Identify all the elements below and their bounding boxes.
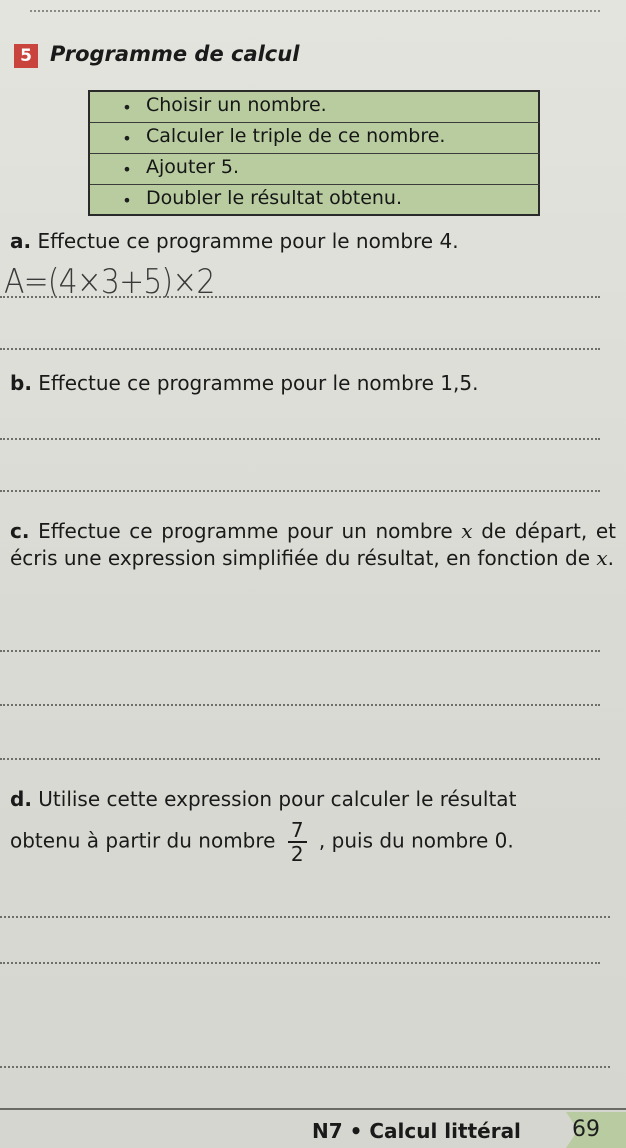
program-step: [90, 123, 540, 154]
answer-line: [0, 704, 600, 706]
exercise-title: Programme de calcul: [50, 42, 300, 66]
handwritten-answer: A=(4×3+5)×2: [4, 262, 215, 302]
program-step: [90, 154, 540, 185]
answer-line: [0, 916, 610, 918]
question-text: .: [607, 546, 615, 570]
question-text: Effectue ce programme pour le nombre 1,5.: [38, 371, 479, 395]
page-number: 69: [572, 1117, 600, 1142]
exercise-header: [14, 40, 614, 76]
question-text: Utilise cette expression pour calculer le résultat: [38, 787, 517, 811]
variable-x: x: [461, 519, 473, 543]
answer-line: [0, 962, 600, 964]
question-a: [10, 228, 616, 255]
question-letter: b.: [10, 371, 32, 395]
question-text: Effectue ce programme pour un nombre: [38, 519, 462, 543]
answer-line: [0, 1066, 610, 1068]
question-letter: a.: [10, 229, 32, 253]
answer-line: [0, 650, 600, 652]
question-text: , puis du nombre 0.: [318, 828, 514, 853]
answer-line: [0, 296, 600, 298]
answer-line: [0, 438, 600, 440]
program-step: [90, 92, 540, 123]
question-text: Effectue ce programme pour le nombre 4.: [37, 229, 459, 253]
question-letter: c.: [10, 519, 30, 543]
bullet-icon: •: [122, 98, 132, 117]
answer-line: [0, 490, 600, 492]
fraction-denominator: 2: [290, 842, 304, 866]
top-dotted-line: [30, 10, 600, 12]
program-step-text: Ajouter 5.: [146, 156, 240, 178]
fraction: [288, 819, 307, 865]
question-d: [10, 786, 616, 865]
footer-rule: [0, 1108, 626, 1110]
bullet-icon: •: [122, 191, 132, 210]
question-text: de départ, et écris une expression simplifiée du résultat, en fonction de: [10, 519, 616, 570]
answer-line: [0, 758, 600, 760]
bullet-icon: •: [122, 129, 132, 148]
variable-x: x: [596, 546, 608, 570]
question-b: [10, 370, 616, 397]
exercise-number-badge: 5: [14, 44, 38, 68]
program-step-text: Doubler le résultat obtenu.: [146, 187, 403, 209]
chapter-label: N7 • Calcul littéral: [312, 1119, 521, 1143]
question-c: [10, 518, 616, 572]
answer-line: [0, 348, 600, 350]
question-text: obtenu à partir du nombre: [10, 828, 276, 853]
bullet-icon: •: [122, 160, 132, 179]
program-step: [90, 185, 540, 216]
question-letter: d.: [10, 787, 32, 811]
fraction-numerator: 7: [288, 819, 307, 843]
program-box: [88, 90, 540, 216]
program-step-text: Choisir un nombre.: [146, 94, 327, 116]
program-step-text: Calculer le triple de ce nombre.: [146, 125, 446, 147]
